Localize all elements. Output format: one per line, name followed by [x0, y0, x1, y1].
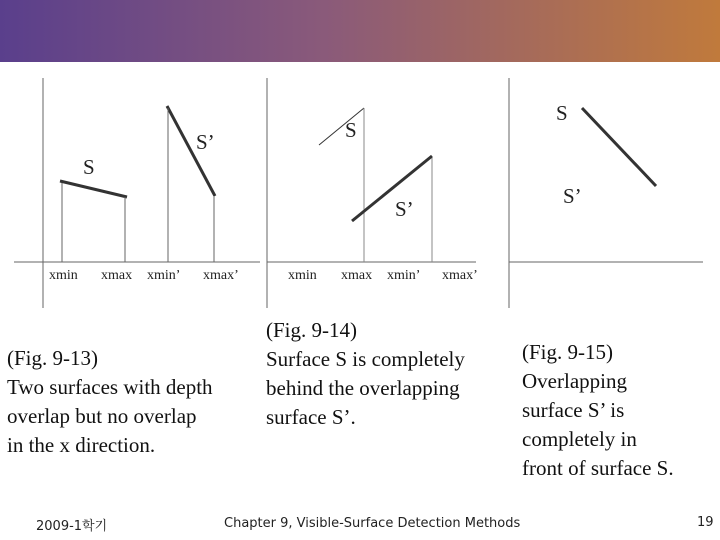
fig14-caption-line-2: Surface S is completely [266, 347, 465, 371]
fig14-tick-xmax-prime: xmax’ [442, 268, 478, 283]
footer-page-number: 19 [697, 515, 714, 530]
fig13-caption-line-2: Two surfaces with depth [7, 375, 213, 399]
fig13-caption-line-3: overlap but no overlap [7, 404, 197, 428]
fig14-caption-line-1: (Fig. 9-14) [266, 318, 357, 342]
fig15-label-s: S [556, 101, 568, 125]
fig14-label-s-prime: S’ [395, 197, 414, 221]
fig15-caption-line-3: surface S’ is [522, 398, 625, 422]
fig13-surface-s [60, 181, 127, 197]
fig13-caption-line-4: in the x direction. [7, 433, 156, 457]
fig14-caption [266, 316, 465, 432]
fig14-surface-s [319, 108, 364, 145]
fig13-tick-xmin: xmin [49, 268, 78, 283]
fig13-tick-xmin-prime: xmin’ [147, 268, 181, 283]
fig13-label-s-prime: S’ [196, 130, 215, 154]
fig13-caption [7, 344, 213, 460]
fig15-caption-line-5: front of surface S. [522, 456, 674, 480]
fig15-caption-line-4: completely in [522, 427, 637, 451]
fig15-caption-line-2: Overlapping [522, 369, 627, 393]
fig13-tick-xmax: xmax [101, 268, 133, 283]
fig15-caption-line-1: (Fig. 9-15) [522, 340, 613, 364]
fig15-label-s-prime: S’ [563, 184, 582, 208]
fig13-tick-xmax-prime: xmax’ [203, 268, 239, 283]
fig15-caption [522, 338, 674, 483]
fig14-label-s: S [345, 118, 357, 142]
fig14-caption-line-4: surface S’. [266, 405, 356, 429]
fig15-surface-s [582, 108, 656, 186]
footer-chapter-title: Chapter 9, Visible-Surface Detection Methods [224, 516, 521, 531]
fig14-tick-xmax: xmax [341, 268, 373, 283]
fig14-tick-xmin: xmin [288, 268, 317, 283]
fig13-label-s: S [83, 155, 95, 179]
fig13-caption-line-1: (Fig. 9-13) [7, 346, 98, 370]
fig14-caption-line-3: behind the overlapping [266, 376, 460, 400]
footer-semester: 2009-1학기 [36, 519, 108, 534]
fig14-tick-xmin-prime: xmin’ [387, 268, 421, 283]
